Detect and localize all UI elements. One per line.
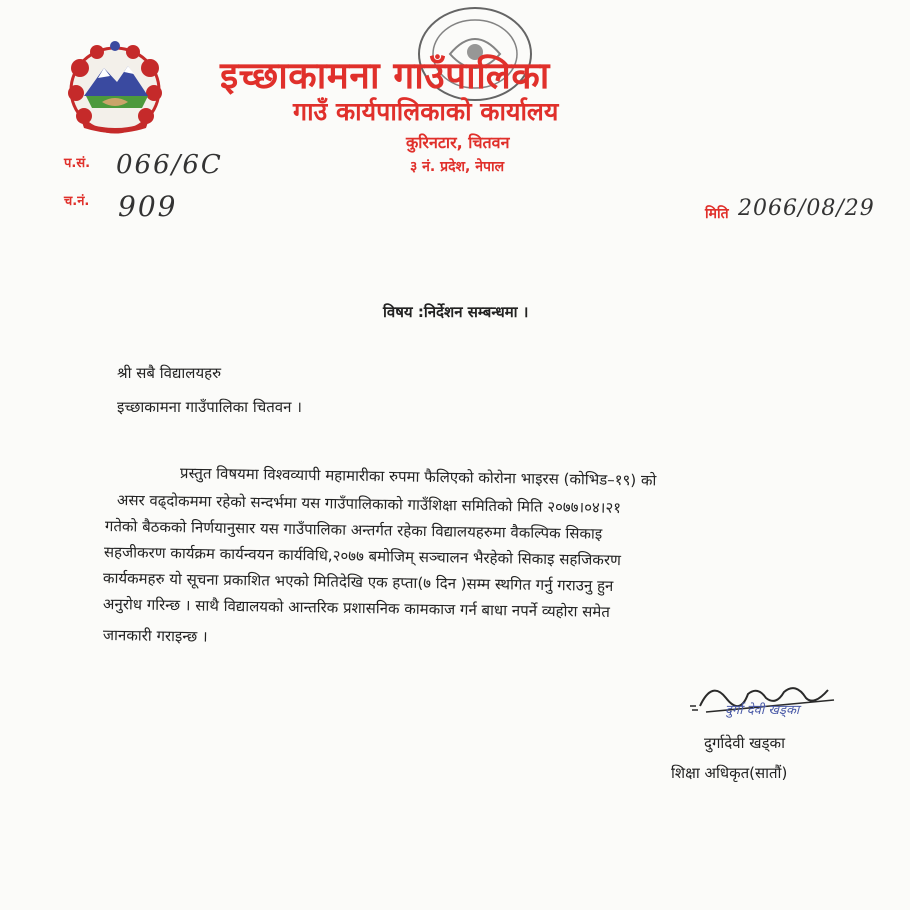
- body-line: गतेको बैठकको निर्णयानुसार यस गाउँपालिका अन्तर्गत रहेका विद्यालयहरुमा वैकल्पिक सिकाइ: [104, 517, 603, 543]
- patra-sankhya-value: 066/6C: [116, 150, 223, 180]
- patra-sankhya-label: प.सं.: [64, 156, 91, 171]
- body-line: प्रस्तुत विषयमा विश्वव्यापी महामारीका रुपमा फैलिएको कोरोना भाइरस (कोभिड–१९) को: [179, 464, 657, 490]
- signatory-designation: शिक्षा अधिकृत(सातौं): [671, 764, 788, 782]
- chalani-number-value: 909: [118, 190, 178, 223]
- addressee-line-2: इच्छाकामना गाउँपालिका चितवन ।: [117, 398, 302, 416]
- date-label: मिति: [705, 206, 729, 222]
- subject-line: विषय :निर्देशन सम्बन्धमा ।: [383, 303, 529, 321]
- signatory-name: दुर्गादेवी खड्का: [704, 734, 785, 752]
- body-line: जानकारी गराइन्छ ।: [102, 626, 208, 646]
- address-line-1: कुरिनटार, चितवन: [406, 133, 510, 152]
- body-line: अनुरोध गरिन्छ । साथै विद्यालयको आन्तरिक प्रशासनिक कामकाज गर्न बाधा नपर्ने व्यहोरा समेत: [102, 595, 611, 621]
- signature-stamp-text: दुर्गा देवी खड्का: [725, 703, 800, 718]
- body-line: कार्यकमहरु यो सूचना प्रकाशित भएको मितिदेखि एक हप्ता(७ दिन )सम्म स्थगित गर्नु गराउनु हुन: [102, 569, 614, 596]
- municipality-title: इच्छाकामना गाउँपालिका: [220, 54, 550, 97]
- addressee-line-1: श्री सबै विद्यालयहरु: [117, 364, 222, 382]
- body-line: असर वढ्दोकममा रहेको सन्दर्भमा यस गाउँपालिकाको गाउँशिक्षा समितिको मिति २०७७।०४।२१: [116, 491, 622, 517]
- body-line: सहजीकरण कार्यक्रम कार्यन्वयन कार्यविधि,२०७७ बमोजिम् सञ्चालन भैरहेको सिकाइ सहजिकरण: [103, 543, 622, 570]
- date-value: 2066/08/29: [738, 196, 875, 221]
- office-subtitle: गाउँ कार्यपालिकाको कार्यालय: [293, 97, 559, 126]
- nepal-emblem-icon: [62, 38, 168, 138]
- chalani-number-label: च.नं.: [64, 194, 90, 209]
- address-line-2: ३ नं. प्रदेश, नेपाल: [410, 159, 505, 175]
